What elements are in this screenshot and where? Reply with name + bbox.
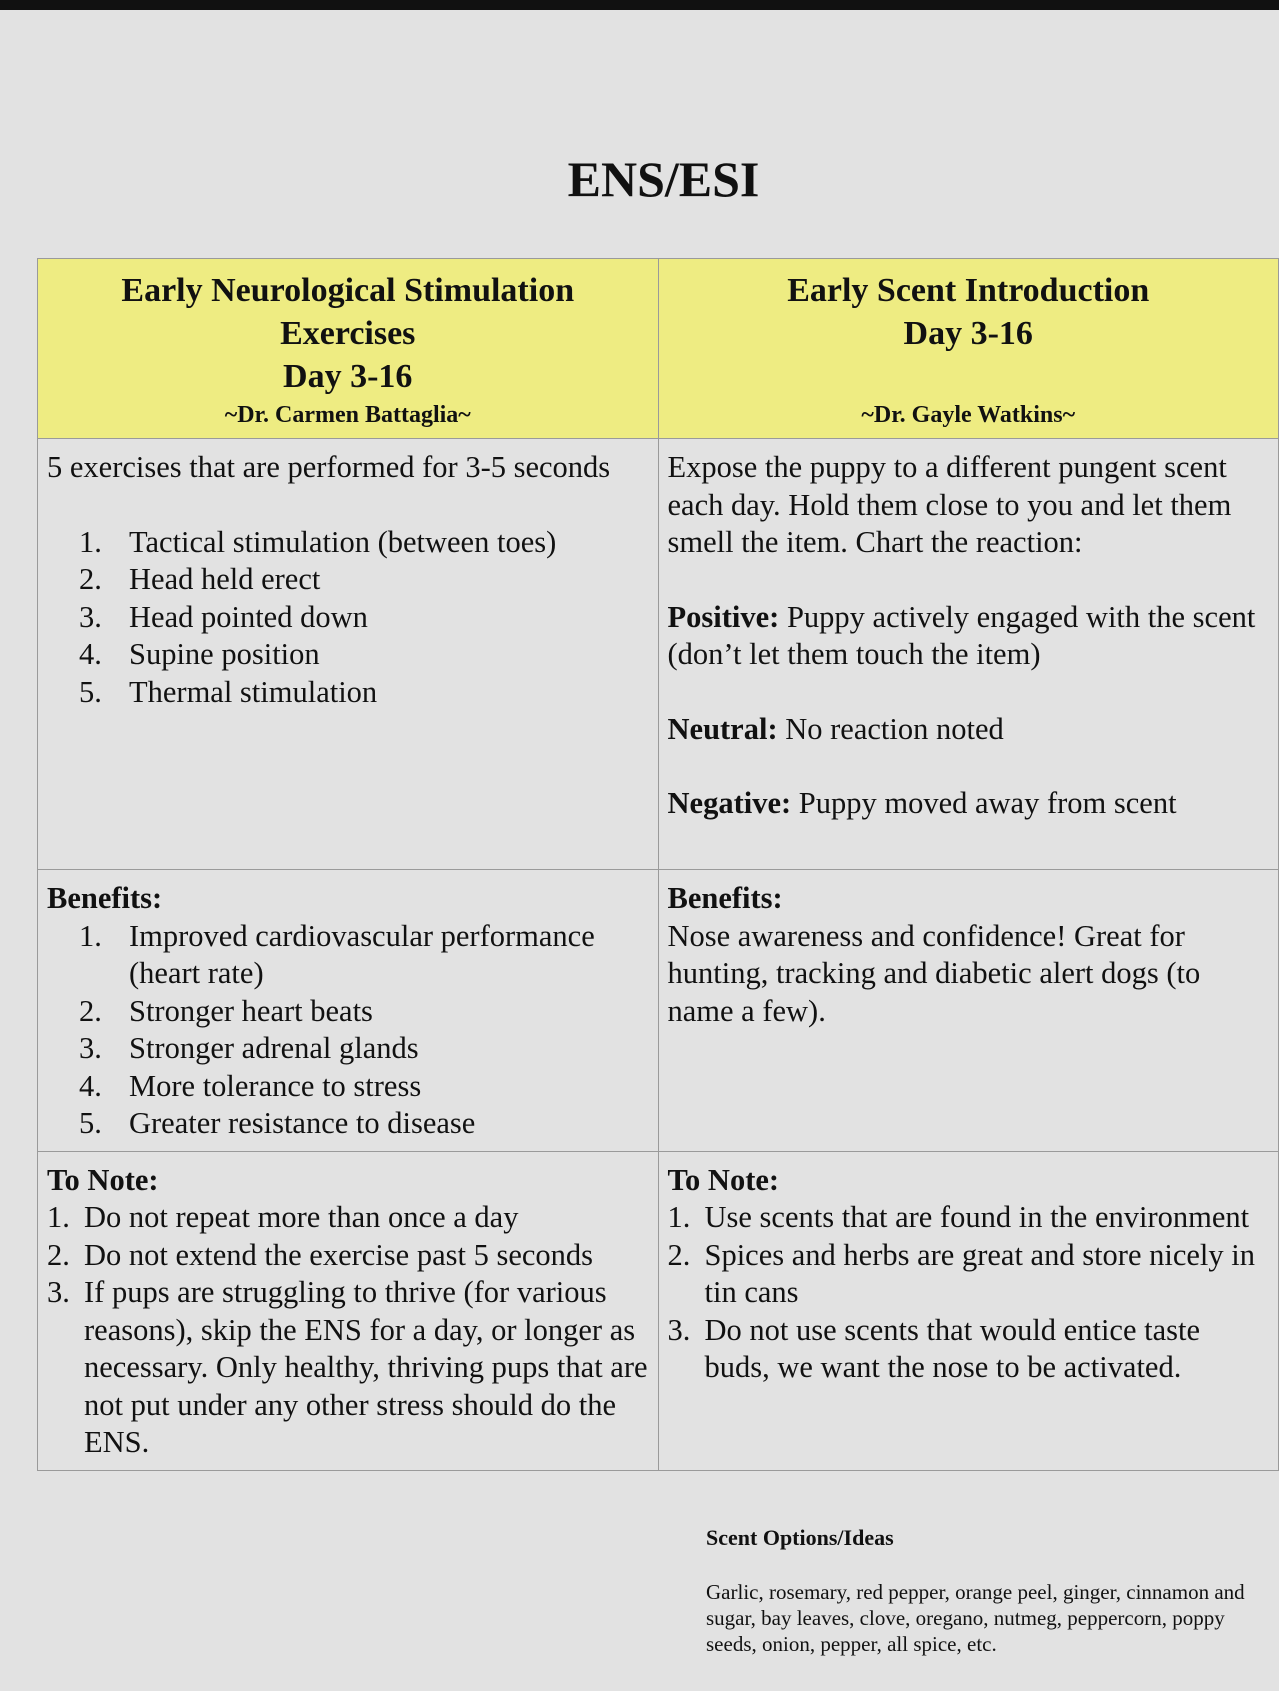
esi-note-label: To Note:	[667, 1162, 780, 1197]
ens-title-line1: Early Neurological Stimulation	[121, 272, 575, 309]
ens-header-cell	[38, 259, 659, 439]
esi-instructions-cell	[658, 439, 1279, 870]
list-item	[668, 1312, 1271, 1387]
list-text: Improved cardiovascular performance (heart rate)	[129, 918, 595, 990]
list-number: 3.	[79, 1031, 102, 1065]
list-number: 2.	[667, 1237, 691, 1272]
list-text: Stronger heart beats	[129, 993, 373, 1028]
list-item	[79, 561, 650, 599]
list-text: Thermal stimulation	[129, 674, 378, 709]
list-item	[79, 1105, 650, 1143]
list-number: 2.	[79, 562, 102, 596]
list-item	[47, 1274, 650, 1462]
list-number: 2.	[47, 1237, 70, 1272]
list-text: If pups are struggling to thrive (for various reasons), skip the ENS for a day, or longer as necessary. Only healthy, thriving pups that are not put under any other stress should do the ENS.	[84, 1275, 648, 1459]
list-text: Do not extend the exercise past 5 seconds	[84, 1237, 594, 1272]
ens-instructions-cell	[38, 439, 659, 870]
reaction-text: Puppy actively engaged with the scent (don’t let them touch the item)	[667, 599, 1256, 671]
list-item	[79, 636, 650, 674]
list-item	[668, 1237, 1271, 1312]
ens-exercise-list	[47, 524, 650, 712]
list-item	[79, 599, 650, 637]
ens-benefits-label: Benefits:	[47, 881, 163, 915]
scent-options	[706, 1525, 1276, 1657]
instructions-row	[38, 439, 1279, 870]
list-text: Use scents that are found in the environment	[704, 1200, 1250, 1234]
list-text: Do not repeat more than once a day	[84, 1200, 519, 1234]
reaction-label: Neutral:	[667, 711, 778, 746]
benefits-row	[38, 870, 1279, 1152]
list-number: 1.	[667, 1200, 691, 1234]
reaction-text: Puppy moved away from scent	[791, 786, 1177, 820]
esi-notes-cell	[658, 1151, 1279, 1470]
ens-intro: 5 exercises that are performed for 3-5 seconds	[47, 450, 611, 484]
list-item	[79, 918, 650, 993]
esi-benefits-label: Benefits:	[667, 881, 783, 915]
list-number: 3.	[79, 599, 102, 634]
list-text: Head pointed down	[129, 599, 368, 634]
list-text: Supine position	[129, 637, 320, 671]
esi-title-line1: Early Scent Introduction	[787, 272, 1150, 309]
list-item	[79, 524, 650, 562]
reaction-text: No reaction noted	[777, 711, 1004, 746]
list-item	[79, 674, 650, 712]
reaction-positive	[668, 599, 1271, 674]
ens-author: ~Dr. Carmen Battaglia~	[224, 402, 471, 428]
list-number: 3.	[667, 1312, 691, 1347]
scent-options-title: Scent Options/Ideas	[706, 1525, 894, 1550]
list-text: More tolerance to stress	[129, 1068, 422, 1103]
list-item	[47, 1237, 650, 1275]
list-number: 1.	[79, 918, 102, 953]
ens-notes-cell	[38, 1151, 659, 1470]
ens-benefits-cell	[38, 870, 659, 1152]
esi-intro: Expose the puppy to a different pungent scent each day. Hold them close to you and let them smell the item. Chart the reaction:	[667, 450, 1232, 559]
esi-notes-list	[668, 1199, 1271, 1387]
list-text: Do not use scents that would entice taste buds, we want the nose to be activated.	[704, 1312, 1201, 1384]
page-title: ENS/ESI	[567, 151, 760, 207]
notes-row	[38, 1151, 1279, 1470]
list-number: 1.	[47, 1200, 70, 1234]
ens-notes-list	[47, 1199, 650, 1462]
esi-header-cell	[658, 259, 1279, 439]
list-item	[47, 1199, 650, 1237]
reaction-label: Positive:	[667, 599, 780, 634]
list-text: Head held erect	[129, 562, 321, 596]
esi-benefits-cell	[658, 870, 1279, 1152]
list-text: Greater resistance to disease	[129, 1106, 476, 1140]
list-number: 3.	[47, 1275, 70, 1309]
esi-author: ~Dr. Gayle Watkins~	[861, 402, 1076, 428]
list-number: 2.	[79, 993, 102, 1028]
reaction-label: Negative:	[667, 786, 792, 820]
ens-benefits-list	[47, 918, 650, 1143]
list-text: Tactical stimulation (between toes)	[129, 524, 557, 559]
list-number: 4.	[79, 637, 102, 671]
list-number: 5.	[79, 674, 102, 709]
scent-options-text: Garlic, rosemary, red pepper, orange peel, ginger, cinnamon and sugar, bay leaves, clove, oregano, nutmeg, peppercorn, poppy seeds, onion, pepper, all spice, etc.	[706, 1580, 1245, 1656]
list-item	[79, 1068, 650, 1106]
header-row	[38, 259, 1279, 439]
ens-esi-table	[37, 258, 1279, 1471]
list-item	[79, 1030, 650, 1068]
list-number: 1.	[79, 524, 102, 559]
ens-note-label: To Note:	[47, 1162, 159, 1197]
reaction-neutral	[668, 711, 1271, 749]
list-number: 4.	[79, 1068, 102, 1103]
ens-title-days: Day 3-16	[283, 358, 413, 395]
esi-title-days: Day 3-16	[903, 315, 1033, 352]
top-border	[0, 0, 1279, 10]
reaction-negative	[668, 785, 1271, 823]
list-item	[668, 1199, 1271, 1237]
list-item	[79, 993, 650, 1031]
list-text: Stronger adrenal glands	[129, 1031, 419, 1065]
list-text: Spices and herbs are great and store nicely in tin cans	[704, 1237, 1255, 1309]
esi-benefits-text: Nose awareness and confidence! Great for hunting, tracking and diabetic alert dogs (to name a few).	[667, 918, 1201, 1028]
ens-title-line2: Exercises	[280, 315, 416, 352]
list-number: 5.	[79, 1106, 102, 1140]
